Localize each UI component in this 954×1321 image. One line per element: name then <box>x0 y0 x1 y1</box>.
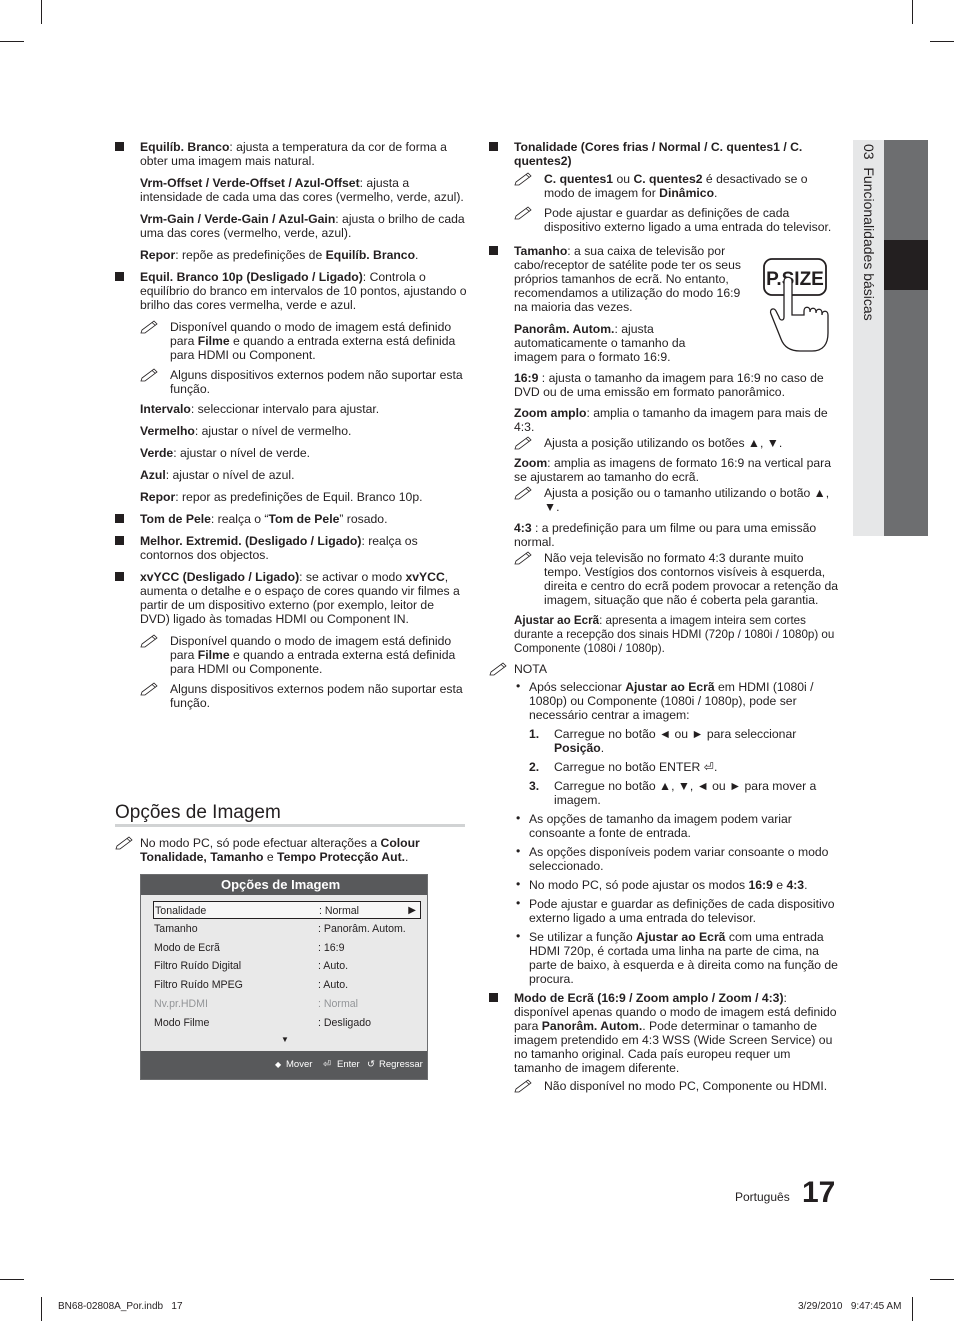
crop-mark <box>930 41 954 42</box>
list-item: Equilíb. Branco: ajusta a temperatura da cor de forma a obter uma imagem mais natural. <box>115 140 467 168</box>
list-item: Repor: repor as predefinições de Equil. Branco 10p. <box>140 490 423 504</box>
pencil-icon <box>140 318 160 334</box>
crop-mark <box>912 0 913 24</box>
pencil-icon <box>514 549 534 565</box>
note: Pode ajustar e guardar as definições de cada dispositivo externo ligado a uma entrada do televisor. <box>489 206 839 234</box>
crop-mark <box>0 1279 24 1280</box>
crop-mark <box>930 1279 954 1280</box>
list-item: Repor: repõe as predefinições de Equilíb. Branco. <box>140 248 419 262</box>
list-item: Tamanho: a sua caixa de televisão por cabo/receptor de satélite pode ter os seus próprios tamanhos de ecrã. No entanto, recomendamos a utilização do modo 16:9 na maioria das vezes. <box>489 244 744 314</box>
pencil-icon <box>514 484 534 500</box>
list-item: Modo de Ecrã (16:9 / Zoom amplo / Zoom / 4:3): disponível apenas quando o modo de imagem está definido para Panorâm. Autom.. Pode determinar o tamanho de imagem pretendido em 4:3 WSS (Wide Screen Service) ou no tamanho original. Cada país europeu requer um tamanho de imagem diferente. <box>489 991 839 1075</box>
note: Não veja televisão no formato 4:3 durante muito tempo. Vestígios dos contornos visíveis à esquerda, direita e centro do ecrã podem provocar a retenção da imagem, situação que não é coberta pela garantia. <box>489 551 839 607</box>
pencil-icon <box>140 366 160 382</box>
menu-footer: ◆ Mover ⏎ Enter ↺ Regressar <box>141 1051 427 1079</box>
print-date: 3/29/2010 9:47:45 AM <box>798 1301 902 1312</box>
footer-language: Português <box>735 1190 790 1204</box>
updown-icon: ◆ <box>275 1060 282 1069</box>
note: Ajusta a posição ou o tamanho utilizando o botão ▲, ▼. <box>489 486 839 514</box>
pencil-icon <box>115 834 135 850</box>
psize-label: P.SIZE <box>766 269 824 290</box>
pencil-icon <box>514 204 534 220</box>
file-info: BN68-02808A_Por.indb 17 <box>58 1301 183 1312</box>
list-item: Tonalidade (Cores frias / Normal / C. quentes1 / C. quentes2) <box>489 140 839 168</box>
list-item: Vermelho: ajustar o nível de vermelho. <box>140 424 352 438</box>
list-item: Ajustar ao Ecrã: apresenta a imagem inteira sem cortes durante a recepção dos sinais HDMI (720p / 1080i / 1080p) ou Componente (1080i / 1080p). <box>514 614 835 655</box>
pencil-icon <box>489 660 509 676</box>
chapter-title: Funcionalidades básicas <box>861 167 877 321</box>
list-item: 2. Carregue no botão ENTER ⏎. <box>529 760 718 774</box>
left-column <box>115 140 467 716</box>
menu-item-filtro-mpeg[interactable]: Filtro Ruído MPEG : Auto. <box>154 979 349 991</box>
list-item: • Após seleccionar Ajustar ao Ecrã em HDMI (1080i / 1080p) ou Componente (1080i / 1080p), pode ser necessário centrar a imagem: <box>516 679 814 722</box>
bullet-square-icon <box>489 142 498 151</box>
pc-note: No modo PC, só pode efectuar alterações a Colour Tonalidade, Tamanho e Tempo Protecção Aut.. <box>115 836 465 864</box>
note: Não disponível no modo PC, Componente ou HDMI. <box>489 1079 839 1093</box>
list-item: Zoom: amplia as imagens de formato 16:9 na vertical para se ajustarem ao tamanho do ecrã. <box>514 456 832 484</box>
note: C. quentes1 ou C. quentes2 é desactivado se o modo de imagem for Dinâmico. <box>489 172 839 200</box>
list-item: Azul: ajustar o nível de azul. <box>140 468 295 482</box>
bullet-square-icon <box>115 142 124 151</box>
menu-item-filtro-digital[interactable]: Filtro Ruído Digital : Auto. <box>154 960 349 972</box>
heading-rule <box>115 824 465 827</box>
list-item: Intervalo: seleccionar intervalo para ajustar. <box>140 402 380 416</box>
enter-icon: ⏎ <box>703 760 714 774</box>
section-heading: Opções de Imagem <box>115 802 281 823</box>
note-heading: NOTA <box>489 662 839 676</box>
return-icon: ↺ <box>367 1059 375 1070</box>
list-item: • Se utilizar a função Ajustar ao Ecrã com uma entrada HDMI 720p, é cortada uma linha na parte de cima, na parte de baixo, à esquerda e à direita como na função de procura. <box>516 929 838 986</box>
list-item: 3. Carregue no botão ▲, ▼, ◄ ou ► para mover a imagem. <box>529 779 817 807</box>
list-item: 1. Carregue no botão ◄ ou ► para seleccionar Posição. <box>529 727 797 755</box>
note: Disponível quando o modo de imagem está definido para Filme e quando a entrada externa está definida para HDMI ou Component. <box>115 320 467 362</box>
arrow-right-icon: ▶ <box>408 905 416 916</box>
list-item: • Pode ajustar e guardar as definições de cada dispositivo externo ligado a uma entrada do televisor. <box>516 896 835 925</box>
pencil-icon <box>514 434 534 450</box>
list-item: Zoom amplo: amplia o tamanho da imagem para mais de 4:3. <box>514 406 828 434</box>
list-item: Melhor. Extremid. (Desligado / Ligado): realça os contornos dos objectos. <box>115 534 467 562</box>
note: Ajusta a posição utilizando os botões ▲, ▼. <box>489 436 839 450</box>
menu-title: Opções de Imagem <box>141 875 427 895</box>
note: Alguns dispositivos externos podem não suportar esta função. <box>115 682 467 710</box>
list-item: Vrm-Gain / Verde-Gain / Azul-Gain: ajusta o brilho de cada uma das cores (vermelho, verde, azul). <box>140 212 465 240</box>
bullet-square-icon <box>115 536 124 545</box>
page-number: 17 <box>802 1176 836 1209</box>
bullet-square-icon <box>115 572 124 581</box>
crop-mark <box>41 1297 42 1321</box>
bullet-square-icon <box>489 993 498 1002</box>
scroll-down-icon[interactable]: ▼ <box>281 1035 289 1044</box>
list-item: • No modo PC, só pode ajustar os modos 16:9 e 4:3. <box>516 877 808 892</box>
crop-mark <box>912 1297 913 1321</box>
bullet-square-icon <box>115 514 124 523</box>
chapter-sidebar <box>853 140 928 536</box>
note: Alguns dispositivos externos podem não suportar esta função. <box>115 368 467 396</box>
menu-item-tamanho[interactable]: Tamanho : Panorâm. Autom. <box>154 923 406 935</box>
crop-mark <box>0 41 24 42</box>
menu-item-modo-filme[interactable]: Modo Filme : Desligado <box>154 1017 371 1029</box>
list-item: Verde: ajustar o nível de verde. <box>140 446 311 460</box>
list-item: 16:9 : ajusta o tamanho da imagem para 16:9 no caso de DVD ou de uma emissão em formato panorâmico. <box>514 371 824 399</box>
list-item: 4:3 : a predefinição para um filme ou para uma emissão normal. <box>514 521 817 549</box>
list-item: Panorâm. Autom.: ajusta automaticamente o tamanho da imagem para o formato 16:9. <box>514 322 686 364</box>
menu-item-modo-ecra[interactable]: Modo de Ecrã : 16:9 <box>154 942 345 954</box>
pencil-icon <box>140 680 160 696</box>
list-item: Vrm-Offset / Verde-Offset / Azul-Offset: ajusta a intensidade de cada uma das cores (vermelho, verde, azul). <box>140 176 464 204</box>
list-item: • As opções de tamanho da imagem podem variar consoante a fonte de entrada. <box>516 811 792 840</box>
list-item: Tom de Pele: realça o “Tom de Pele” rosado. <box>115 512 467 526</box>
list-item: xvYCC (Desligado / Ligado): se activar o modo xvYCC, aumenta o detalhe e o espaço de cores quando vir filmes a partir de um dispositivo externo (por exemplo, leitor de DVD) ligado às tomadas HDMI ou Component IN. <box>115 570 467 626</box>
pencil-icon <box>514 1077 534 1093</box>
note: Disponível quando o modo de imagem está definido para Filme e quando a entrada externa está definida para HDMI ou Componente. <box>115 634 467 676</box>
list-item: Equil. Branco 10p (Desligado / Ligado): Controla o equilíbrio do branco em intervalos de 10 pontos, ajustando o brilho das cores vermelha, verde e azul. <box>115 270 467 312</box>
pencil-icon <box>514 170 534 186</box>
menu-item-tonalidade[interactable]: Tonalidade : Normal ▶ <box>153 901 421 919</box>
bullet-square-icon <box>489 246 498 255</box>
list-item: • As opções disponíveis podem variar consoante o modo seleccionado. <box>516 844 829 873</box>
crop-mark <box>41 0 42 24</box>
menu-item-hdmi-level: Nv.pr.HDMI : Normal <box>154 998 359 1010</box>
enter-icon: ⏎ <box>323 1059 331 1070</box>
pencil-icon <box>140 632 160 648</box>
osd-menu <box>140 874 428 1080</box>
bullet-square-icon <box>115 272 124 281</box>
chapter-number: 03 <box>861 144 877 160</box>
psize-button-icon <box>750 255 840 355</box>
